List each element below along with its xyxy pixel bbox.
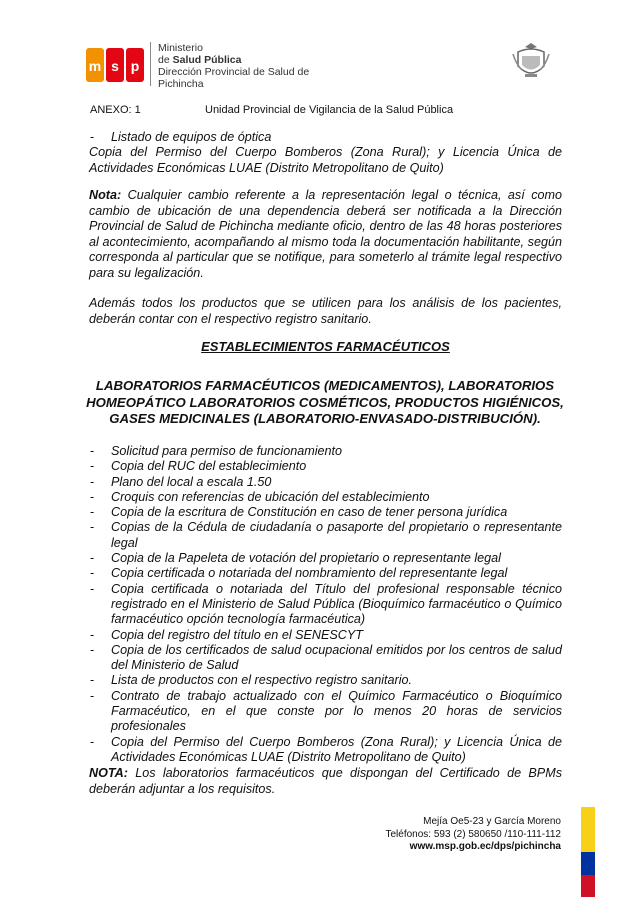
nota-paragraph	[89, 188, 562, 281]
flag-red	[581, 875, 595, 897]
intro-list-item: - Listado de equipos de óptica	[89, 130, 562, 145]
svg-text:p: p	[130, 58, 140, 74]
footer-contact	[386, 816, 562, 854]
anexo-label: ANEXO: 1	[90, 104, 141, 116]
svg-text:s: s	[111, 58, 119, 74]
intro-block	[89, 130, 562, 176]
list-item: - Plano del local a escala 1.50	[89, 475, 562, 490]
final-note	[89, 766, 562, 797]
section-title: ESTABLECIMIENTOS FARMACÉUTICOS	[201, 339, 450, 354]
final-note-text: Los laboratorios farmacéuticos que dispongan del Certificado de BPMs deberán adjuntar a los requisitos.	[89, 766, 562, 796]
registro-paragraph: Además todos los productos que se utilicen para los análisis de los pacientes, deberán contar con el respectivo registro sanitario.	[89, 296, 562, 326]
coat-of-arms-icon	[510, 40, 552, 82]
svg-text:m: m	[88, 58, 102, 74]
flag-blue	[581, 852, 595, 875]
list-item: - Copias de la Cédula de ciudadanía o pasaporte del propietario o representante legal	[89, 520, 562, 551]
bomberos-paragraph: Copia del Permiso del Cuerpo Bomberos (Zona Rural); y Licencia Única de Actividades Económicas LUAE (Distrito Metropolitano de Quito)	[89, 145, 562, 175]
requirements-list	[89, 444, 562, 765]
list-item: - Copia certificada o notariada del nombramiento del representante legal	[89, 566, 562, 581]
footer-phones: Teléfonos: 593 (2) 580650 /110-111-112	[385, 828, 561, 840]
list-item: - Copia del RUC del establecimiento	[89, 459, 562, 474]
logo-line2-bold: Salud Pública	[172, 54, 242, 66]
msp-logo-mark	[86, 40, 146, 90]
msp-logo	[86, 40, 356, 90]
final-note-label: NOTA:	[89, 766, 128, 780]
ecuador-flag-stripe	[581, 807, 595, 897]
logo-line2-prefix: de	[158, 54, 173, 66]
logo-line1: Ministerio	[158, 42, 203, 54]
list-item: - Copia del registro del título en el SENESCYT	[89, 628, 562, 643]
requirements-block	[89, 444, 562, 765]
list-item: - Croquis con referencias de ubicación del establecimiento	[89, 490, 562, 505]
list-item: - Copia de los certificados de salud ocupacional emitidos por los centros de salud del Ministerio de Salud	[89, 643, 562, 674]
list-item: - Copia de la Papeleta de votación del propietario o representante legal	[89, 551, 562, 566]
nota-label: Nota:	[89, 188, 122, 202]
logo-line3: Dirección Provincial de Salud de Pichincha	[158, 66, 310, 90]
nota-text: Cualquier cambio referente a la representación legal o técnica, así como cambio de ubicación de una dependencia deberá ser notificada a la Dirección Provincial de Salud de Pichincha mediante oficio, dentro de las 48 horas posteriores al acontecimiento, acompañando al mismo toda la documentación habilitante, según corresponda al particular que se notifique, para someterlo al trámite legal respectivo para su legalización.	[89, 188, 562, 280]
list-item: - Contrato de trabajo actualizado con el Químico Farmacéutico o Bioquímico Farmacéutico, en el que conste por lo menos 20 horas de servicios profesionales	[89, 689, 562, 735]
list-item: - Lista de productos con el respectivo registro sanitario.	[89, 673, 562, 688]
section-subtitle	[80, 378, 570, 428]
unidad-title: Unidad Provincial de Vigilancia de la Salud Pública	[205, 104, 454, 116]
section-subtitle-line3: GASES MEDICINALES (LABORATORIO-ENVASADO-DISTRIBUCIÓN).	[109, 411, 541, 426]
logo-text	[158, 42, 356, 90]
list-item: - Copia de la escritura de Constitución en caso de tener persona jurídica	[89, 505, 562, 520]
list-item: - Copia certificada o notariada del Título del profesional responsable técnico registrado en el Ministerio de Salud Pública (Bioquímico farmacéutico o Químico farmacéutico opción tecnología farmacéutica)	[89, 582, 562, 628]
logo-divider	[150, 42, 151, 86]
list-item: - Copia del Permiso del Cuerpo Bomberos (Zona Rural); y Licencia Única de Actividades Económicas LUAE (Distrito Metropolitano de Quito)	[89, 735, 562, 766]
footer-web: www.msp.gob.ec/dps/pichincha	[409, 841, 561, 852]
flag-yellow	[581, 807, 595, 852]
list-item: - Solicitud para permiso de funcionamiento	[89, 444, 562, 459]
logo-line2	[158, 54, 356, 66]
section-subtitle-line1: LABORATORIOS FARMACÉUTICOS (MEDICAMENTOS), LABORATORIOS	[95, 378, 555, 393]
section-subtitle-line2: HOMEOPÁTICO LABORATORIOS COSMÉTICOS, PRODUCTOS HIGIÉNICOS,	[86, 394, 564, 410]
footer-address: Mejía Oe5-23 y García Moreno	[423, 816, 561, 827]
intro-list	[89, 130, 562, 145]
